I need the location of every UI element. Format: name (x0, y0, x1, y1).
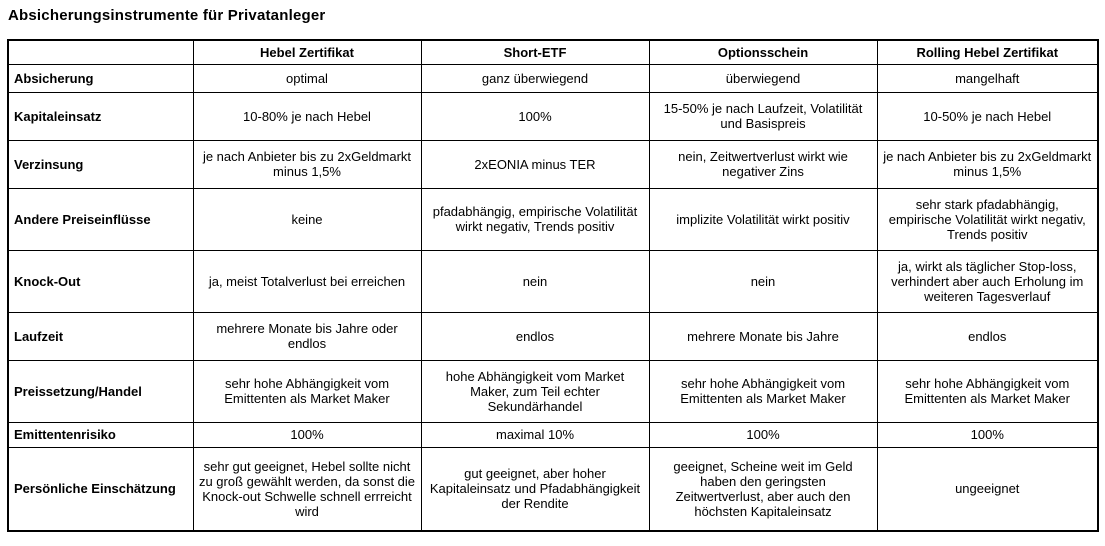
row-label: Preissetzung/Handel (8, 360, 193, 422)
row-label: Knock-Out (8, 250, 193, 312)
row-label: Verzinsung (8, 140, 193, 188)
table-row-emittentenrisiko (8, 422, 1098, 447)
table-cell: 15-50% je nach Laufzeit, Volatilität und Basispreis (649, 92, 877, 140)
table-cell: maximal 10% (421, 422, 649, 447)
table-cell: je nach Anbieter bis zu 2xGeldmarkt minus 1,5% (193, 140, 421, 188)
row-label: Persönliche Einschätzung (8, 447, 193, 531)
table-cell: implizite Volatilität wirkt positiv (649, 188, 877, 250)
header-row (8, 40, 1098, 64)
table-row-absicherung (8, 64, 1098, 92)
table-row-kapitaleinsatz (8, 92, 1098, 140)
table-row-persoenliche-einschaetzung (8, 447, 1098, 531)
table-header (8, 40, 1098, 64)
table-cell: 100% (649, 422, 877, 447)
page-title: Absicherungsinstrumente für Privatanleger (8, 7, 326, 24)
corner-header-cell (8, 40, 193, 64)
table-row-verzinsung (8, 140, 1098, 188)
table-row-andere-preiseinfluesse (8, 188, 1098, 250)
table-cell: mangelhaft (877, 64, 1098, 92)
table-cell: 10-50% je nach Hebel (877, 92, 1098, 140)
table-cell: 10-80% je nach Hebel (193, 92, 421, 140)
table-cell: sehr hohe Abhängigkeit vom Emittenten als Market Maker (193, 360, 421, 422)
table-cell: überwiegend (649, 64, 877, 92)
column-header-hebel-zertifikat: Hebel Zertifikat (193, 40, 421, 64)
table-cell: pfadabhängig, empirische Volatilität wirkt negativ, Trends positiv (421, 188, 649, 250)
row-label: Andere Preiseinflüsse (8, 188, 193, 250)
table-cell: ganz überwiegend (421, 64, 649, 92)
row-label: Laufzeit (8, 312, 193, 360)
table-cell: ja, wirkt als täglicher Stop-loss, verhindert aber auch Erholung im weiteren Tagesverlauf (877, 250, 1098, 312)
table-cell: 100% (193, 422, 421, 447)
table-cell: 2xEONIA minus TER (421, 140, 649, 188)
row-label: Kapitaleinsatz (8, 92, 193, 140)
table-cell: hohe Abhängigkeit vom Market Maker, zum Teil echter Sekundärhandel (421, 360, 649, 422)
table-cell: 100% (421, 92, 649, 140)
table-body (8, 64, 1098, 531)
table-cell: keine (193, 188, 421, 250)
table-cell: mehrere Monate bis Jahre oder endlos (193, 312, 421, 360)
column-header-optionsschein: Optionsschein (649, 40, 877, 64)
table-cell: endlos (877, 312, 1098, 360)
table-cell: mehrere Monate bis Jahre (649, 312, 877, 360)
table-cell: endlos (421, 312, 649, 360)
table-cell: nein (649, 250, 877, 312)
column-header-short-etf: Short-ETF (421, 40, 649, 64)
row-label: Absicherung (8, 64, 193, 92)
table-row-knock-out (8, 250, 1098, 312)
table-cell: nein (421, 250, 649, 312)
table-cell: je nach Anbieter bis zu 2xGeldmarkt minus 1,5% (877, 140, 1098, 188)
column-header-rolling-hebel-zertifikat: Rolling Hebel Zertifikat (877, 40, 1098, 64)
row-label: Emittentenrisiko (8, 422, 193, 447)
table-cell: geeignet, Scheine weit im Geld haben den geringsten Zeitwertverlust, aber auch den höchsten Kapitaleinsatz (649, 447, 877, 531)
table-cell: sehr hohe Abhängigkeit vom Emittenten als Market Maker (649, 360, 877, 422)
table-cell: nein, Zeitwertverlust wirkt wie negativer Zins (649, 140, 877, 188)
comparison-table (7, 39, 1099, 532)
table-cell: 100% (877, 422, 1098, 447)
table-cell: ja, meist Totalverlust bei erreichen (193, 250, 421, 312)
table-cell: gut geeignet, aber hoher Kapitaleinsatz und Pfadabhängigkeit der Rendite (421, 447, 649, 531)
table-cell: sehr gut geeignet, Hebel sollte nicht zu groß gewählt werden, da sonst die Knock-out Schwelle schnell errreicht wird (193, 447, 421, 531)
table-row-preissetzung-handel (8, 360, 1098, 422)
table-cell: sehr hohe Abhängigkeit vom Emittenten als Market Maker (877, 360, 1098, 422)
table-cell: optimal (193, 64, 421, 92)
table-row-laufzeit (8, 312, 1098, 360)
table-cell: sehr stark pfadabhängig, empirische Volatilität wirkt negativ, Trends positiv (877, 188, 1098, 250)
table-cell: ungeeignet (877, 447, 1098, 531)
